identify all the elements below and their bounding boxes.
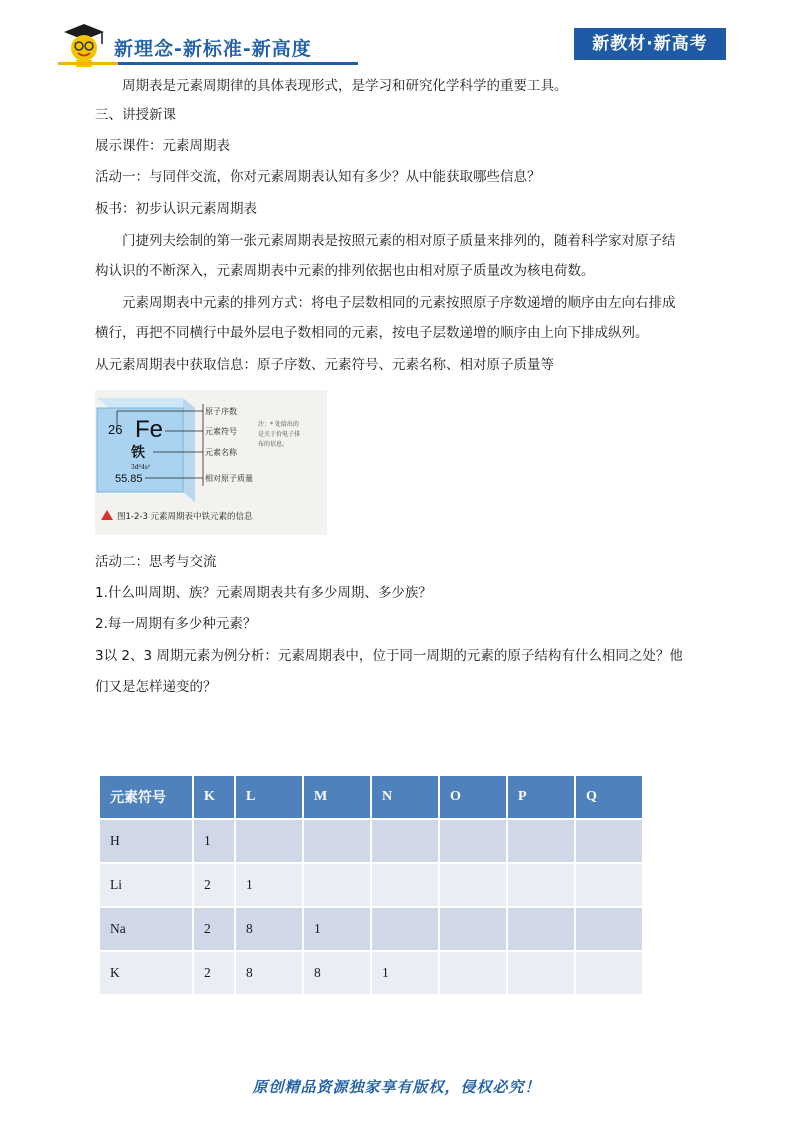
table-cell: 1 [372,952,438,994]
table-header-cell: L [236,776,302,818]
table-cell [508,820,574,862]
section-heading: 三、讲授新课 [95,107,176,123]
fig-label-atomic-number: 原子序数 [205,407,237,416]
paragraph-2-line-2: 横行，再把不同横行中最外层电子数相同的元素，按电子层数递增的顺序由上向下排成纵列。 [95,325,649,341]
table-header-cell: P [508,776,574,818]
copyright-footer: 原创精品资源独家享有版权，侵权必究！ [252,1078,541,1096]
table-header-cell: N [372,776,438,818]
table-cell [508,908,574,950]
fig-atomic-number: 26 [108,422,123,437]
table-row [100,908,642,950]
table-header-cell: O [440,776,506,818]
table-cell [576,864,642,906]
question-3-line-2: 们又是怎样递变的？ [95,679,217,695]
fig-note-line-2: 是关于价电子排 [258,431,301,438]
question-2: 2.每一周期有多少种元素？ [95,616,257,632]
table-header-cell: K [194,776,234,818]
fig-note-line-1: 注：* 处给出的 [258,421,299,428]
table-cell: 8 [236,908,302,950]
table-cell: 1 [304,908,370,950]
table-cell: K [100,952,192,994]
table-cell: 2 [194,952,234,994]
question-1: 1.什么叫周期、族？元素周期表共有多少周期、多少族？ [95,585,432,601]
info-text: 从元素周期表中获取信息：原子序数、元素符号、元素名称、相对原子质量等 [95,357,554,373]
fig-config: 3d⁶4s² [131,464,151,471]
question-3-line-1: 3以 2、3 周期元素为例分析：元素周期表中，位于同一周期的元素的原子结构有什么相同之处？他 [95,648,683,664]
page-header [0,0,793,70]
activity-two: 活动二：思考与交流 [95,554,217,570]
board-writing: 板书：初步认识元素周期表 [95,201,257,217]
activity-one: 活动一：与同伴交流，你对元素周期表认知有多少？从中能获取哪些信息？ [95,169,541,185]
table-header-cell: Q [576,776,642,818]
table-row [100,952,642,994]
table-cell [508,864,574,906]
table-cell: 2 [194,864,234,906]
table-cell [508,952,574,994]
table-cell [576,952,642,994]
paragraph-2-line-1: 元素周期表中元素的排列方式：将电子层数相同的元素按照原子序数递增的顺序由左向右排成 [122,295,676,311]
table-cell: 1 [194,820,234,862]
table-cell [440,820,506,862]
header-badge: 新教材·新高考 [574,28,726,60]
table-row [100,864,642,906]
table-cell [576,820,642,862]
intro-text: 周期表是元素周期律的具体表现形式，是学习和研究化学科学的重要工具。 [122,78,568,94]
fig-label-symbol: 元素符号 [205,427,237,436]
fig-symbol: Fe [135,416,164,443]
fig-label-name: 元素名称 [205,448,237,457]
fig-label-mass: 相对原子质量 [205,474,253,483]
header-underline [58,62,358,65]
show-courseware: 展示课件：元素周期表 [95,138,230,154]
fig-element-name: 铁 [131,445,145,461]
table-cell [372,908,438,950]
table-cell: Li [100,864,192,906]
fig-mass: 55.85 [115,473,143,485]
fig-caption: 图1-2-3 元素周期表中铁元素的信息 [117,512,253,522]
paragraph-1-line-2: 构认识的不断深入，元素周期表中元素的排列依据也由相对原子质量改为核电荷数。 [95,263,595,279]
table-cell [440,952,506,994]
electron-shell-table [98,774,644,996]
table-cell [304,864,370,906]
table-cell [372,820,438,862]
paragraph-1-line-1: 门捷列夫绘制的第一张元素周期表是按照元素的相对原子质量来排列的，随着科学家对原子结 [122,233,676,249]
fig-note-line-3: 布的信息。 [258,441,289,448]
table-header-cell: M [304,776,370,818]
table-cell [304,820,370,862]
table-cell: 1 [236,864,302,906]
table-cell [576,908,642,950]
table-cell [372,864,438,906]
table-cell: H [100,820,192,862]
table-row [100,820,642,862]
table-cell [236,820,302,862]
iron-element-figure [95,390,327,535]
table-cell: Na [100,908,192,950]
table-cell: 2 [194,908,234,950]
table-cell [440,864,506,906]
table-header-cell: 元素符号 [100,776,192,818]
table-cell [440,908,506,950]
table-cell: 8 [236,952,302,994]
header-slogan: 新理念-新标准-新高度 [114,38,312,60]
table-cell: 8 [304,952,370,994]
